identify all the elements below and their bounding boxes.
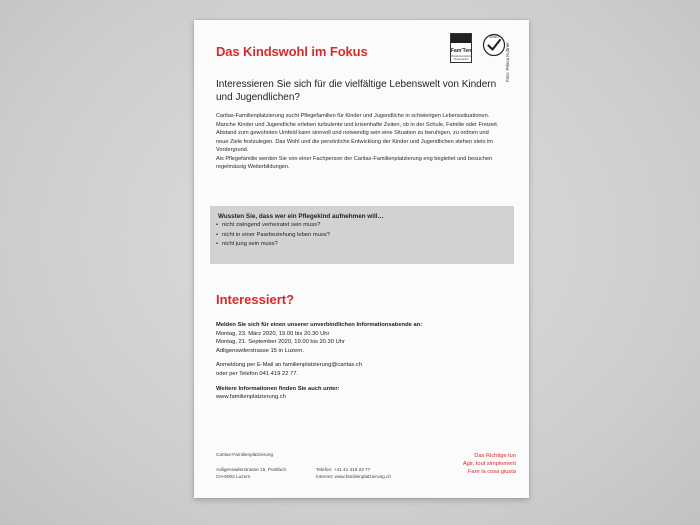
footer-address [216, 466, 286, 480]
famten-logo-subtext: PrivatUnterstützte Organisation [451, 55, 472, 61]
slogan [420, 452, 516, 476]
registration-email: Anmeldung per E-Mail an familienplatzierung@caritas.ch [216, 362, 363, 369]
footer-org: Caritas-Familienplatzierung [216, 452, 274, 457]
footer-address-line-1: Adligenswilerstrasse 15, Postfach [216, 467, 287, 472]
logo-bar [451, 34, 471, 43]
list-item: • nicht in einer Paarbeziehung leben muss? [216, 231, 330, 241]
interest-heading: Interessiert? [216, 292, 295, 307]
registration-phone: oder per Telefon 041 419 22 77. [216, 370, 299, 377]
zewo-seal-logo [482, 31, 506, 61]
famten-logo-text: Fam’Ten [451, 48, 472, 54]
info-box [210, 206, 514, 264]
event-date-2: Montag, 21. September 2020, 19.00 bis 20.30 Uhr [216, 339, 345, 346]
event-location: Adligenswilerstrasse 15 in Luzern. [216, 347, 304, 354]
footer-internet: Internet: www.familienplatzierung.ch [316, 474, 392, 479]
slogan-line-fr: Agir, tout simplement [462, 461, 516, 467]
events-block [216, 321, 466, 355]
flyer-sheet [194, 20, 529, 498]
registration-block [216, 361, 466, 378]
contact-section [216, 321, 466, 408]
more-info-block [216, 385, 466, 402]
website-link: www.familienplatzierung.ch [216, 394, 286, 401]
slogan-line-it: Fare la cosa giusta [467, 469, 516, 475]
footer-phone: Telefon: +41 41 419 22 77 [316, 467, 371, 472]
more-info-heading: Weitere Informationen finden Sie auch unter: [216, 385, 340, 392]
famten-logo [450, 33, 472, 63]
list-item: • nicht zwingend verheiratet sein muss? [216, 221, 330, 231]
body-text [216, 112, 502, 172]
footer-contact [316, 466, 391, 480]
body-paragraph-1: Caritas-Familienplatzierung sucht Pflegefamilien für Kinder und Jugendliche in schwierigen Lebenssituationen. Manche Kinder und Jugendliche erleben turbulente und krisenhafte Zeiten, ob in der Schule, Familie oder Freizeit. Abstand zum gewohnten Umfeld kann sinnvoll und notwendig sein eine Situation zu beruhigen, zu ordnen und neue Ziele festzulegen. Das Wohl und die persönliche Entwicklung der Kinder und Jugendlichen stehen stets im Vordergrund. [216, 113, 499, 153]
subtitle: Interessieren Sie sich für die vielfältige Lebenswelt von Kindern und Jugendlichen? [216, 79, 497, 103]
events-heading: Melden Sie sich für einen unserer unverbindlichen Informationsabende an: [216, 322, 423, 328]
info-box-list [216, 221, 330, 250]
info-box-title: Wussten Sie, dass wer ein Pflegekind aufnehmen will… [218, 213, 384, 220]
footer-address-line-2: CH-6002 Luzern [216, 474, 251, 479]
event-date-1: Montag, 23. März 2020, 19.00 bis 20.30 Uhr [216, 330, 330, 337]
slogan-line-de: Das Richtige tun [474, 453, 516, 459]
list-item: • nicht jung sein muss? [216, 240, 330, 250]
flyer-title: Das Kindswohl im Fokus [216, 44, 368, 59]
zewo-logo-text: ZEWO [489, 35, 499, 39]
photo-credit: Foto: Prisca Kuttner [505, 42, 510, 82]
body-paragraph-2: Als Pflegefamilie werden Sie von einer Fachperson der Caritas-Familienplatzierung eng begleitet und besuchen regelmässig Weiterbildungen. [216, 155, 493, 170]
